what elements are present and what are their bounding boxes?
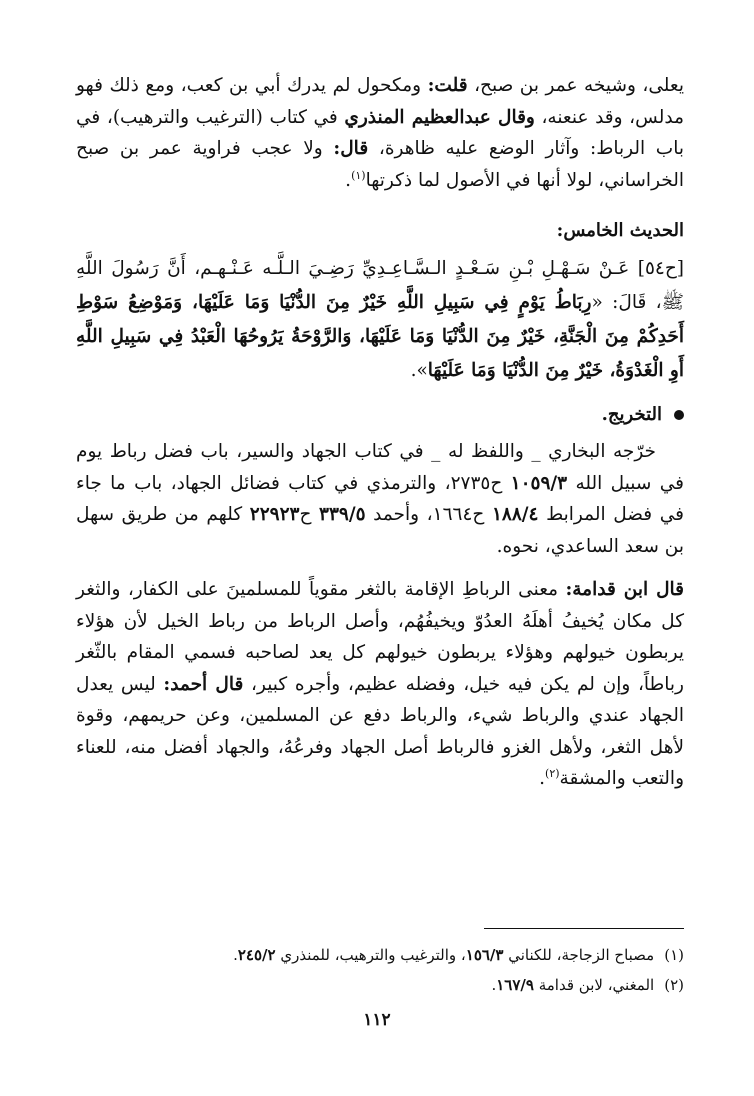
bold-mundhiri: وقال عبدالعظيم المنذري (344, 106, 535, 128)
ibn-qudama-paragraph (76, 574, 684, 795)
footnotes (76, 940, 684, 1000)
footnote-number: (٢) (664, 976, 684, 994)
page-number: ١١٢ (363, 1010, 391, 1030)
text-span: . (491, 976, 497, 994)
text-span: ولا عجب فراوية عمر بن صبح الخراساني، لولا أنها في الأصول لما ذكرتها (76, 138, 684, 191)
text-span: يعلى، وشيخه عمر بن صبح، (467, 75, 684, 96)
text-span: . (539, 768, 546, 789)
text-span: ح١٦٦٤، وأحمد (365, 504, 492, 525)
hadith-paragraph (76, 252, 684, 388)
paragraph-narrator-critique (76, 70, 684, 196)
footnote-divider (484, 928, 684, 929)
hadith-close: ». (410, 360, 428, 381)
bold-ref: ١٠٥٩/٣ (510, 472, 568, 494)
text-span: . (233, 946, 238, 964)
takhrij-title: التخريج. (601, 404, 662, 425)
bold-ref: ١٦٧/٩ (496, 976, 534, 994)
text-span: معنى الرباطِ الإقامة بالثغر مقوياً للمسلمينَ على الكفار، والثغر كل مكان يُخيفُ أهلَهُ العدُوّ ويخيفُهُم، وأصل الرباط من رباط الخيل لأن هؤلاء يربطون خيولهم وهؤلاء يربطون خيولهم كل يعد لصاحبه فسمي المقام بالثّغر رباطاً، وإن لم يكن فيه خيل، وفضله عظيم، وأجره كبير، (76, 579, 684, 695)
hadith-text: رِبَاطُ يَوْمٍ فِي سَبِيلِ اللَّهِ خَيْرٌ مِنَ الدُّنْيَا وَمَا عَلَيْهَا، وَمَوْضِعُ سَوْطِ أَحَدِكُمْ مِنَ الْجَنَّةِ، خَيْرٌ مِنَ الدُّنْيَا وَمَا عَلَيْهَا، وَالرَّوْحَةُ يَرُوحُهَا الْعَبْدُ فِي سَبِيلِ اللَّهِ أَوِ الْغَدْوَةُ، خَيْرٌ مِنَ الدُّنْيَا وَمَا عَلَيْهَا (76, 292, 684, 381)
bold-ref: ٣٣٩/٥ (319, 504, 366, 525)
footnote-ref-1[interactable]: (١) (351, 168, 366, 182)
section-title: الحديث الخامس: (556, 220, 684, 241)
takhrij-paragraph (76, 436, 684, 562)
text-span: ، والترغيب والترهيب، للمنذري (275, 946, 466, 964)
bold-ref: ١٥٦/٣ (465, 946, 504, 964)
bullet-icon (674, 410, 684, 420)
text-span: ليس يعدل الجهاد عندي والرباط شيء، والرباط دفع عن المسلمين، وعن حريمهم، وقوة لأهل الثغر، ولأهل الغزو فالرباط أصل الجهاد وفرعُهُ، والجهاد أفضل منه، للعناء والتعب والمشقة (76, 673, 684, 789)
text-span: . (345, 169, 352, 191)
footnote-1 (76, 940, 684, 970)
footnote-ref-2[interactable]: (٢) (545, 766, 560, 780)
bold-qala: قال: (333, 138, 369, 159)
text-span: ح (299, 504, 320, 525)
bold-ref: ١٨٨/٤ (491, 504, 539, 525)
footnote-number: (١) (664, 946, 684, 964)
footnote-2 (76, 970, 684, 1000)
bold-qultu: قلت: (427, 75, 468, 96)
text-span: ح٢٧٣٥، والترمذي في كتاب فضائل الجهاد، باب ما جاء في فضل المرابط (76, 472, 684, 525)
text-span: ومكحول لم يدرك أبي بن كعب، ومع ذلك فهو مدلس، وقد عنعنه، (76, 75, 684, 128)
text-span: خرّجه البخاري _ واللفظ له _ في كتاب الجهاد والسير، باب فضل رباط يوم في سبيل الله (76, 441, 684, 494)
text-span: مصباح الزجاجة، للكناني (503, 946, 655, 964)
bold-ahmad: قال أحمد: (163, 673, 244, 695)
text-span: كلهم من طريق سهل بن سعد الساعدي، نحوه. (76, 504, 684, 557)
bold-ibn-qudama: قال ابن قدامة: (565, 579, 685, 600)
hadith-intro: [ح٥٤] عَـنْ سَـهْـلِ بْـنِ سَـعْـدٍ الـسَّـاعِـدِيِّ رَضِـيَ الـلَّـه عَـنْـهـم، أَنَّ رَسُولَ اللَّهِ ﷺ، قَالَ: « (76, 258, 684, 313)
bold-ref: ٢٤٥/٢ (237, 946, 276, 964)
text-span: في كتاب (الترغيب والترهيب)، في باب الرباط: وآثار الوضع عليه ظاهرة، (76, 106, 684, 159)
text-span: المغني، لابن قدامة (533, 976, 655, 994)
bold-ref: ٢٢٩٢٣ (249, 504, 300, 525)
takhrij-heading (76, 400, 684, 430)
